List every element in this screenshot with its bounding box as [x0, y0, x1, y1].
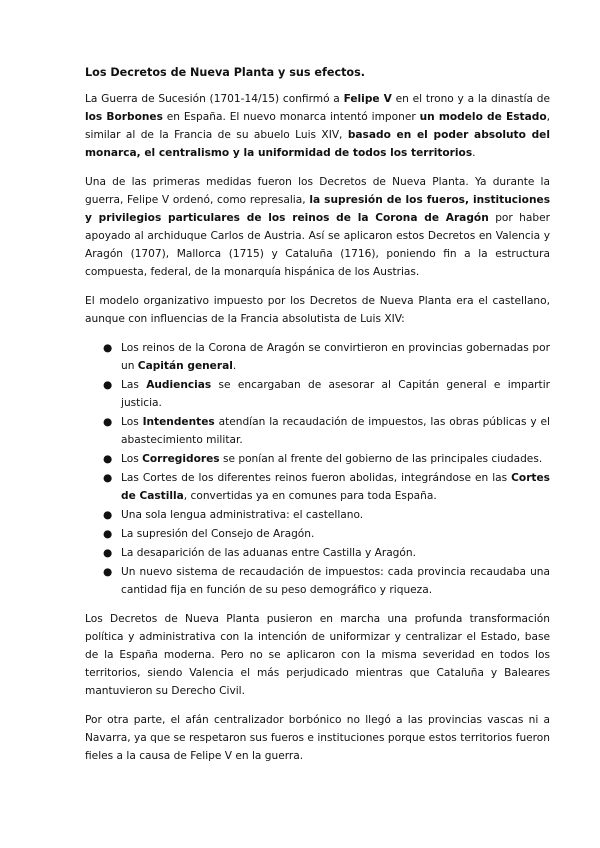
measures-list — [85, 339, 550, 599]
bullet-icon: ● — [103, 472, 113, 484]
bullet-icon: ● — [103, 528, 113, 540]
bold-text: los Borbones — [85, 111, 163, 123]
text-run: Las — [121, 379, 147, 391]
bold-text: Corregidores — [142, 453, 220, 465]
bold-text: Felipe V — [343, 93, 392, 105]
paragraph-decrees — [85, 173, 550, 281]
text-run: Los Decretos de Nueva Planta pusieron en marcha una profunda transformación política y administrativa con la intención de uniformizar y centralizar el Estado, base de la España moderna. Pero no se aplicaron con la misma severidad en todos los territorios, siendo Valencia el más perjudicado mientras que Cataluña y Baleares mantuvieron su Derecho Civil. — [85, 613, 550, 697]
text-run: atendían la recaudación de impuestos, las obras públicas y el abastecimiento militar. — [121, 416, 550, 446]
bold-text: Capitán general — [137, 360, 233, 372]
list-item — [103, 506, 550, 524]
paragraph-intro — [85, 90, 550, 162]
text-run: , similar al de la Francia de su abuelo Luis XIV, — [85, 111, 550, 141]
list-item — [103, 563, 550, 599]
bullet-icon: ● — [103, 547, 113, 559]
paragraph-basque-navarre — [85, 711, 550, 765]
text-run: Una sola lengua administrativa: el castellano. — [121, 509, 364, 521]
text-run: se ponían al frente del gobierno de las principales ciudades. — [219, 453, 543, 465]
paragraph-transformation — [85, 610, 550, 700]
text-run: Una de las primeras medidas fueron los Decretos de Nueva Planta. Ya durante la guerra, Felipe V ordenó, como represalia, — [85, 176, 550, 206]
text-run: Las Cortes de los diferentes reinos fueron abolidas, integrándose en las — [121, 472, 512, 484]
text-run: Un nuevo sistema de recaudación de impuestos: cada provincia recaudaba una cantidad fija en función de su peso demográfico y riqueza. — [121, 566, 550, 596]
bullet-icon: ● — [103, 509, 113, 521]
text-run: en el trono y a la dinastía de — [391, 93, 550, 105]
list-item — [103, 413, 550, 449]
list-item — [103, 450, 550, 468]
bullet-icon: ● — [103, 566, 113, 578]
paragraph-model — [85, 292, 550, 328]
text-run: en España. El nuevo monarca intentó imponer — [162, 111, 420, 123]
list-item — [103, 339, 550, 375]
text-run: La desaparición de las aduanas entre Castilla y Aragón. — [121, 547, 416, 559]
list-item — [103, 376, 550, 412]
text-run: . — [472, 147, 476, 159]
list-item — [103, 525, 550, 543]
list-item — [103, 469, 550, 505]
list-item — [103, 544, 550, 562]
text-run: se encargaban de asesorar al Capitán general e impartir justicia. — [121, 379, 550, 409]
bullet-icon: ● — [103, 342, 113, 354]
text-run: La supresión del Consejo de Aragón. — [121, 528, 315, 540]
bullet-icon: ● — [103, 453, 113, 465]
text-run: Los — [121, 416, 143, 428]
text-run: . — [232, 360, 237, 372]
bullet-icon: ● — [103, 416, 113, 428]
text-run: La Guerra de Sucesión (1701-14/15) confirmó a — [85, 93, 344, 105]
bold-text: Intendentes — [142, 416, 215, 428]
bold-text: la supresión de los fueros, instituciones y privilegios particulares de los reinos de la Corona de Aragón — [85, 194, 550, 224]
text-run: Por otra parte, el afán centralizador borbónico no llegó a las provincias vascas ni a Navarra, ya que se respetaron sus fueros e instituciones porque estos territorios fueron fieles a la causa de Felipe V en la guerra. — [85, 714, 550, 762]
bold-text: Cortes de Castilla — [121, 472, 550, 502]
bold-text: Audiencias — [146, 379, 212, 391]
text-run: El modelo organizativo impuesto por los Decretos de Nueva Planta era el castellano, aunque con influencias de la Francia absolutista de Luis XIV: — [85, 295, 550, 325]
text-run: Los reinos de la Corona de Aragón se convirtieron en provincias gobernadas por un — [121, 342, 550, 372]
text-run: Los — [121, 453, 143, 465]
bold-text: basado en el poder absoluto del monarca, el centralismo y la uniformidad de todos los territorios — [85, 129, 550, 159]
text-run: , convertidas ya en comunes para toda España. — [183, 490, 437, 502]
text-run: por haber apoyado al archiduque Carlos de Austria. Así se aplicaron estos Decretos en Valencia y Aragón (1707), Mallorca (1715) y Cataluña (1716), poniendo fin a la estructura compuesta, federal, de la monarquía hispánica de los Austrias. — [85, 212, 550, 278]
document-title: Los Decretos de Nueva Planta y sus efectos. — [85, 66, 366, 79]
bullet-icon: ● — [103, 379, 113, 391]
bold-text: un modelo de Estado — [419, 111, 547, 123]
document-page — [85, 66, 550, 776]
